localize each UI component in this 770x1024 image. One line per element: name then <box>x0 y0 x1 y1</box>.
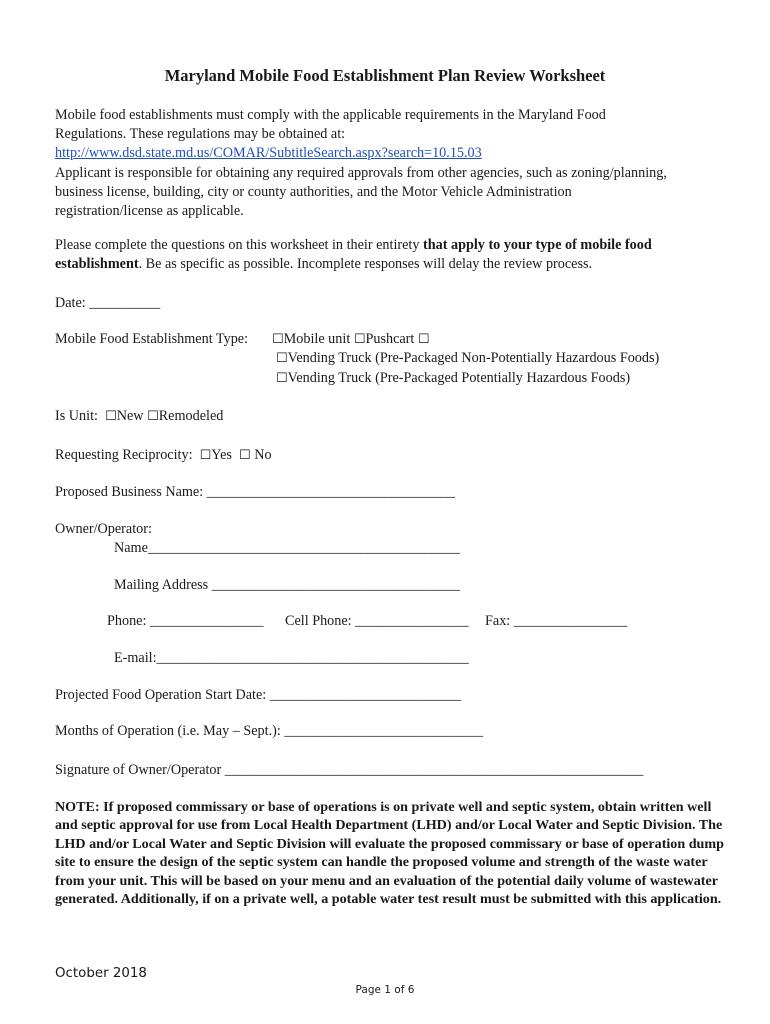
reciprocity-label: Requesting Reciprocity: <box>55 447 193 463</box>
instructions-paragraph <box>55 236 735 274</box>
other-type-checkbox[interactable]: ☐ <box>417 332 430 347</box>
instructions-pre: Please complete the questions on this worksheet in their entirety <box>55 237 424 253</box>
vending-non-hazardous-checkbox[interactable]: ☐ <box>276 351 288 366</box>
type-row-2 <box>276 349 659 368</box>
footer-date: October 2018 <box>55 966 147 981</box>
intro-line-5: registration/license as applicable. <box>55 203 244 220</box>
email-field[interactable]: E-mail:____________________________________________ <box>114 650 469 666</box>
vending-non-hazardous-label: Vending Truck (Pre-Packaged Non-Potentially Hazardous Foods) <box>287 350 660 366</box>
mobile-unit-checkbox[interactable]: ☐ <box>272 332 284 347</box>
reciprocity-row <box>55 446 272 465</box>
instructions-bold-2: establishment <box>55 256 139 273</box>
comar-link[interactable]: http://www.dsd.state.md.us/COMAR/SubtitleSearch.aspx?search=10.15.03 <box>55 145 482 162</box>
fax-field[interactable]: Fax: ________________ <box>485 613 628 629</box>
remodeled-label: Remodeled <box>158 408 224 424</box>
instructions-bold-1: that apply to your type of mobile food <box>423 237 652 253</box>
instructions-post: . Be as specific as possible. Incomplete responses will delay the review process. <box>138 256 593 273</box>
start-date-field[interactable]: Projected Food Operation Start Date: ___________________________ <box>55 687 462 703</box>
intro-paragraph <box>55 106 735 221</box>
type-row-3 <box>276 369 630 388</box>
pushcart-checkbox[interactable]: ☐ <box>353 332 366 347</box>
vending-hazardous-checkbox[interactable]: ☐ <box>276 371 288 386</box>
type-row-1 <box>272 330 430 349</box>
type-label: Mobile Food Establishment Type: <box>55 331 249 347</box>
signature-field[interactable]: Signature of Owner/Operator ___________________________________________________________ <box>55 762 644 778</box>
vending-hazardous-label: Vending Truck (Pre-Packaged Potentially Hazardous Foods) <box>287 370 631 386</box>
page-title: Maryland Mobile Food Establishment Plan Review Worksheet <box>164 66 606 85</box>
mobile-unit-label: Mobile unit <box>283 331 351 347</box>
phone-field[interactable]: Phone: ________________ <box>107 613 264 629</box>
intro-line-3: Applicant is responsible for obtaining any required approvals from other agencies, such as zoning/planning, <box>55 164 667 181</box>
unit-row <box>55 407 223 426</box>
no-checkbox[interactable]: ☐ <box>239 448 251 463</box>
yes-checkbox[interactable]: ☐ <box>199 448 212 463</box>
yes-label: Yes <box>211 447 232 463</box>
remodeled-checkbox[interactable]: ☐ <box>147 409 159 424</box>
mailing-address-field[interactable]: Mailing Address ___________________________________ <box>114 577 461 593</box>
date-field[interactable]: Date: __________ <box>55 295 161 311</box>
months-field[interactable]: Months of Operation (i.e. May – Sept.): ____________________________ <box>55 723 483 739</box>
no-label: No <box>254 447 272 463</box>
new-label: New <box>116 408 144 424</box>
business-name-field[interactable]: Proposed Business Name: ___________________________________ <box>55 484 456 500</box>
owner-label: Owner/Operator: <box>55 521 152 537</box>
owner-name-field[interactable]: Name____________________________________________ <box>114 540 461 556</box>
pushcart-label: Pushcart <box>365 331 415 347</box>
intro-line-4: business license, building, city or county authorities, and the Motor Vehicle Administration <box>55 183 572 200</box>
cell-phone-field[interactable]: Cell Phone: ________________ <box>285 613 469 629</box>
new-checkbox[interactable]: ☐ <box>105 409 117 424</box>
page-number: Page 1 of 6 <box>355 984 415 996</box>
septic-note: NOTE: If proposed commissary or base of operations is on private well and septic system, obtain written well and septic approval for use from Local Health Department (LHD) and/or Local Water and Septic Division. The LHD and/or Local Water and Septic Division will evaluate the proposed commissary or base of operation dump site to ensure the design of the septic system can handle the proposed volume and strength of the waste water from your unit. This will be based on your menu and an evaluation of the potential daily volume of wastewater generated. Additionally, if on a private well, a potable water test result must be submitted with this application. <box>55 799 724 908</box>
intro-line-2: Regulations. These regulations may be obtained at: <box>55 126 346 143</box>
intro-line-1: Mobile food establishments must comply with the applicable requirements in the Maryland Food <box>55 107 606 123</box>
unit-label: Is Unit: <box>55 408 98 424</box>
